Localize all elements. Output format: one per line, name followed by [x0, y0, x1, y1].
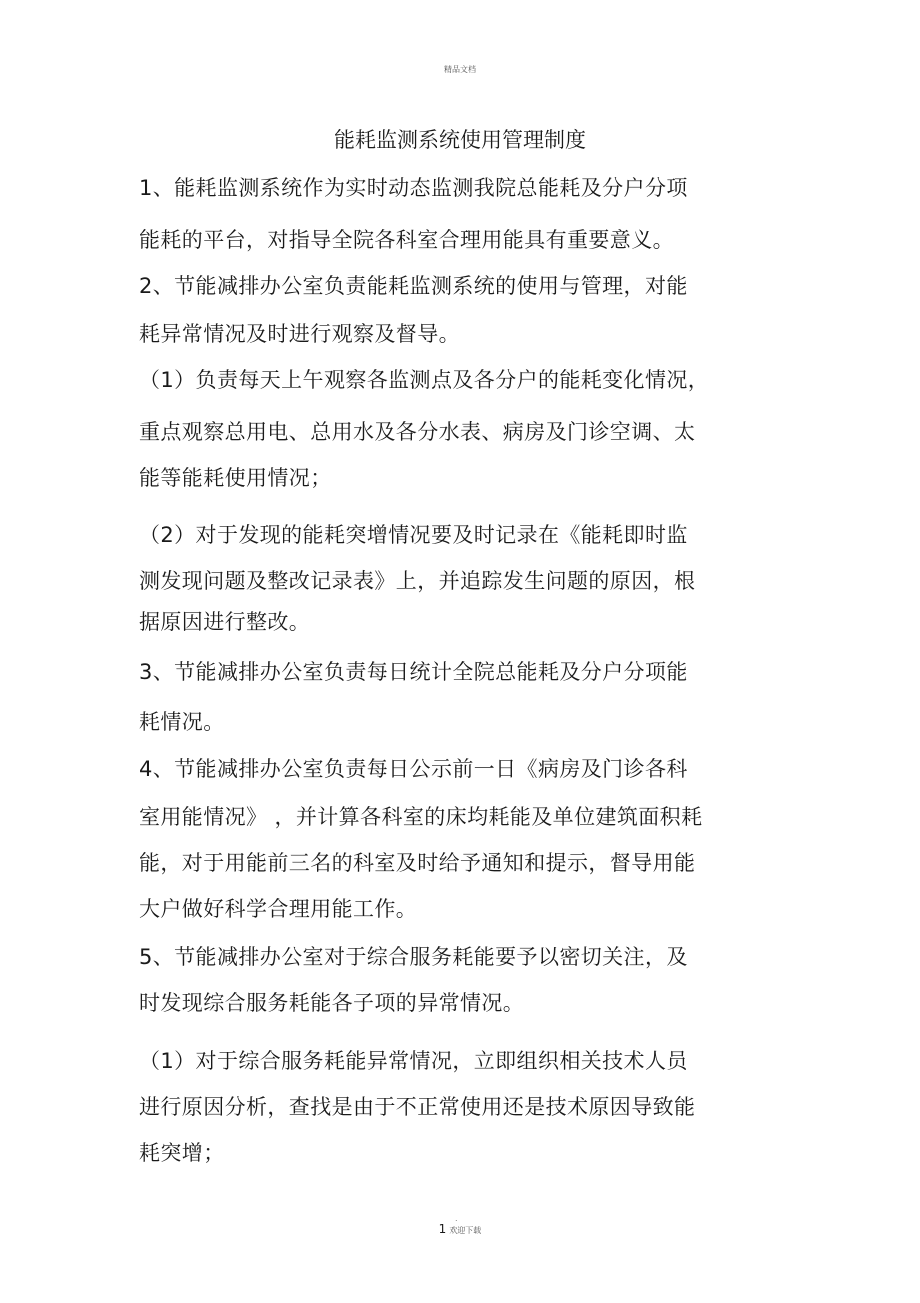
paragraph-line: 能耗的平台，对指导全院各科室合理用能具有重要意义。 [139, 228, 674, 252]
paragraph-line: 3、节能减排办公室负责每日统计全院总能耗及分户分项能 [139, 660, 688, 684]
paragraph-line: 耗突增； [139, 1141, 225, 1165]
paragraph-line: 进行原因分析，查找是由于不正常使用还是技术原因导致能 [139, 1095, 696, 1119]
page-number: 1 [438, 1222, 447, 1236]
paragraph-line: 耗异常情况及时进行观察及督导。 [139, 322, 460, 346]
footer-dot: . [455, 1214, 458, 1223]
footer-label: 欢迎下载 [449, 1226, 482, 1235]
paragraph-line: 耗情况。 [139, 710, 225, 734]
paragraph-line: 1、能耗监测系统作为实时动态监测我院总能耗及分户分项 [139, 176, 688, 200]
paragraph-line: 能等能耗使用情况； [139, 466, 332, 490]
header-note: 精品文档 [444, 65, 476, 74]
paragraph-line: 室用能情况》 ，并计算各科室的床均耗能及单位建筑面积耗 [139, 805, 703, 829]
document-title: 能耗监测系统使用管理制度 [334, 128, 586, 152]
paragraph-line: 测发现问题及整改记录表》上，并追踪发生问题的原因，根 [139, 569, 696, 593]
paragraph-line: 重点观察总用电、总用水及各分水表、病房及门诊空调、太 [139, 420, 696, 444]
paragraph-line: 能，对于用能前三名的科室及时给予通知和提示，督导用能 [139, 851, 696, 875]
paragraph-line: 大户做好科学合理用能工作。 [139, 897, 418, 921]
paragraph-line: 2、节能减排办公室负责能耗监测系统的使用与管理，对能 [139, 274, 688, 298]
paragraph-line: （1）对于综合服务耗能异常情况，立即组织相关技术人员 [139, 1049, 688, 1073]
page-footer [0, 1214, 920, 1236]
paragraph-line: （1）负责每天上午观察各监测点及各分户的能耗变化情况， [139, 368, 710, 392]
paragraph-line: 4、节能减排办公室负责每日公示前一日《病房及门诊各科 [139, 757, 688, 781]
paragraph-line: 时发现综合服务耗能各子项的异常情况。 [139, 991, 525, 1015]
paragraph-line: （2）对于发现的能耗突增情况要及时记录在《能耗即时监 [139, 523, 688, 547]
paragraph-line: 据原因进行整改。 [139, 610, 311, 634]
paragraph-line: 5、节能减排办公室对于综合服务耗能要予以密切关注，及 [139, 945, 688, 969]
